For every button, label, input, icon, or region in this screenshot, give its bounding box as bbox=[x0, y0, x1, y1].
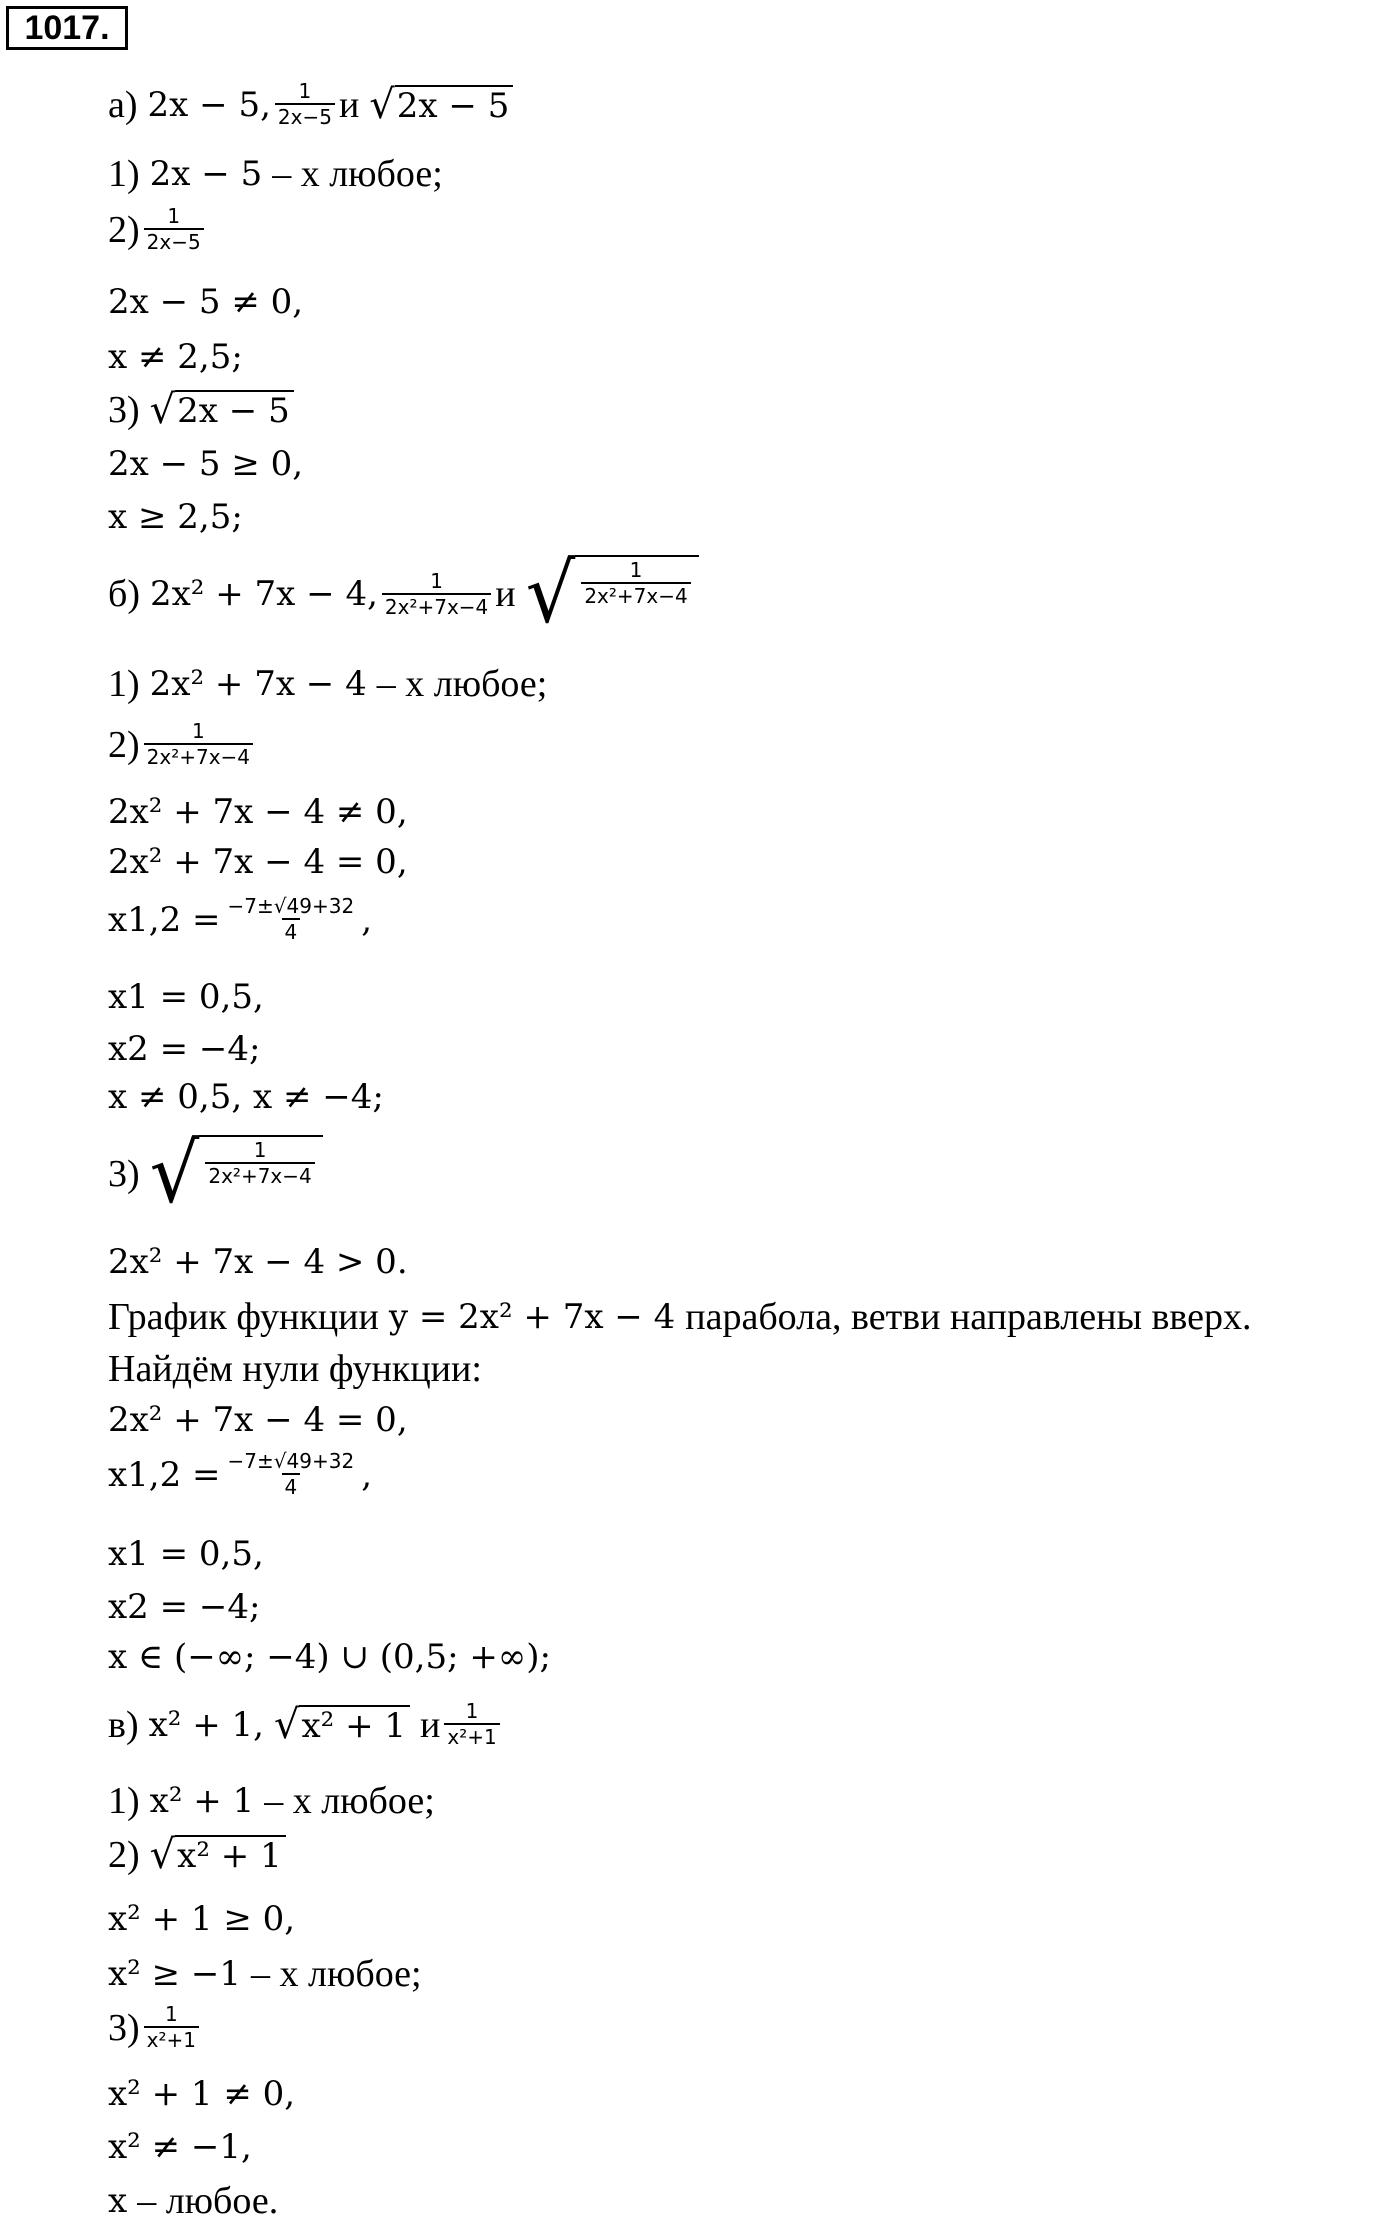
fraction: $\frac{1}{2x-5}$ bbox=[144, 205, 204, 254]
label-a: а) bbox=[108, 83, 138, 126]
sqrt: √ x² + 1 bbox=[150, 1835, 286, 1875]
line: 2x − 5 ≥ 0, bbox=[108, 444, 304, 484]
line: 1) 2x − 5 – x любое; bbox=[108, 153, 443, 195]
line: x2 = −4; bbox=[108, 1587, 261, 1627]
expr: 2x − 5, bbox=[147, 84, 271, 125]
fraction: $\frac{1}{\text{2x²+7x−4}}$ bbox=[382, 570, 491, 619]
line: 2) √ x² + 1 bbox=[108, 1835, 286, 1875]
line: x1,2 = $\frac{-7\pm√49+32}{4}$ , bbox=[108, 1449, 372, 1499]
sqrt: √ x² + 1 bbox=[274, 1705, 410, 1745]
line: 2) $\frac{1}{2x-5}$ bbox=[108, 205, 208, 254]
line: x² ≠ −1, bbox=[108, 2127, 252, 2167]
line: 2x − 5 ≠ 0, bbox=[108, 282, 304, 322]
line: Найдём нули функции: bbox=[108, 1348, 482, 1390]
line: 2x² + 7x − 4 = 0, bbox=[108, 842, 408, 882]
line: График функции y = 2x² + 7x − 4 парабола, ветви направлены вверх. bbox=[108, 1296, 1252, 1338]
line: 2x² + 7x − 4 > 0. bbox=[108, 1242, 408, 1282]
label-v: в) bbox=[108, 1703, 139, 1746]
line: 2) $\frac{1}{\text{2x²+7x−4}}$ bbox=[108, 720, 257, 769]
sqrt: √ 2x − 5 bbox=[369, 85, 513, 125]
line: x – любое. bbox=[108, 2180, 279, 2222]
line: x1,2 = $\frac{-7\pm√49+32}{4}$ , bbox=[108, 894, 372, 944]
line-v-header: в) x² + 1, √ x² + 1 и $\frac{1}{\text{x²+1}}$ bbox=[108, 1700, 504, 1749]
fraction: $\frac{1}{\text{x²+1}}$ bbox=[444, 1700, 499, 1749]
sqrt-fraction: √ $\frac{1}{\text{2x²+7x−4}}$ bbox=[526, 555, 699, 633]
fraction: $\frac{1}{\text{2x²+7x−4}}$ bbox=[144, 720, 253, 769]
line: x ≥ 2,5; bbox=[108, 497, 243, 537]
line: 3) $\frac{1}{\text{x²+1}}$ bbox=[108, 2003, 203, 2052]
line: 2x² + 7x − 4 ≠ 0, bbox=[108, 792, 408, 832]
line: x2 = −4; bbox=[108, 1029, 261, 1069]
fraction: $\frac{-7\pm√49+32}{4}$ bbox=[227, 894, 355, 944]
line: 1) 2x² + 7x − 4 – x любое; bbox=[108, 663, 548, 705]
line: 1) x² + 1 – x любое; bbox=[108, 1780, 435, 1822]
line: x1 = 0,5, bbox=[108, 1534, 264, 1574]
line: 2x² + 7x − 4 = 0, bbox=[108, 1400, 408, 1440]
line: x ≠ 2,5; bbox=[108, 337, 243, 377]
fraction: $\frac{-7\pm√49+32}{4}$ bbox=[227, 1449, 355, 1499]
line: x² + 1 ≥ 0, bbox=[108, 1899, 296, 1939]
line: 3) √ $\frac{1}{\text{2x²+7x−4}}$ bbox=[108, 1135, 323, 1213]
line-b-header: б) 2x² + 7x − 4, $\frac{1}{\text{2x²+7x−4}}$ и √ $\frac{1}{\text{2x²+7x−4}}$ bbox=[108, 555, 699, 633]
line: x1 = 0,5, bbox=[108, 977, 264, 1017]
sqrt: √ 2x − 5 bbox=[150, 390, 294, 430]
line: x ≠ 0,5, x ≠ −4; bbox=[108, 1077, 384, 1117]
sqrt-fraction: √ $\frac{1}{\text{2x²+7x−4}}$ bbox=[150, 1135, 323, 1213]
line-a-header bbox=[108, 80, 513, 129]
line: x² ≥ −1 – x любое; bbox=[108, 1953, 422, 1995]
problem-number-badge: 1017. bbox=[6, 6, 128, 50]
fraction: $\frac{1}{2x-5}$ bbox=[275, 80, 335, 129]
fraction: $\frac{1}{\text{x²+1}}$ bbox=[144, 2003, 199, 2052]
line: 3) √ 2x − 5 bbox=[108, 390, 294, 430]
word-and: и bbox=[338, 83, 360, 126]
line: x² + 1 ≠ 0, bbox=[108, 2074, 296, 2114]
label-b: б) bbox=[108, 573, 140, 615]
line: x ∈ (−∞; −4) ∪ (0,5; +∞); bbox=[108, 1637, 551, 1677]
